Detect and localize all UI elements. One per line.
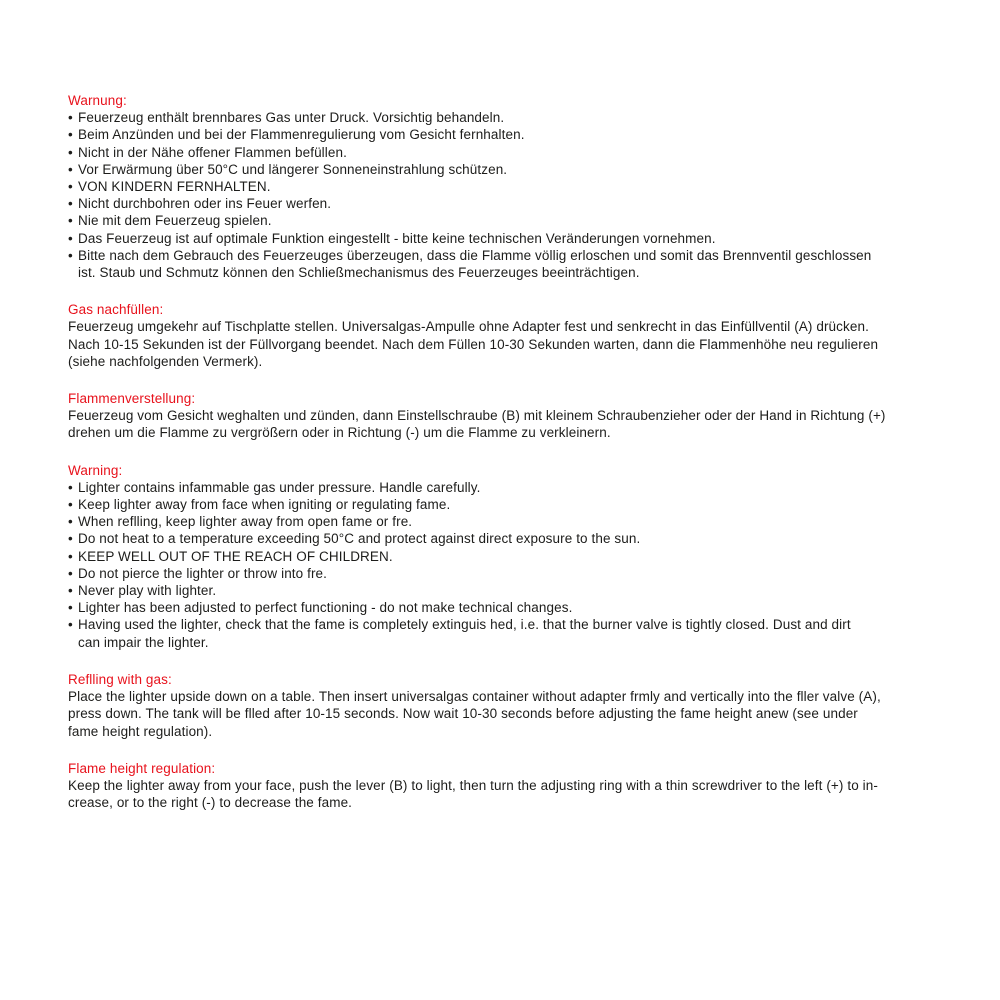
bullet-line (68, 599, 940, 616)
line-text: KEEP WELL OUT OF THE REACH OF CHILDREN. (78, 548, 393, 564)
paragraph-line (68, 688, 940, 705)
bullet-marker: • (68, 127, 73, 143)
line-text: Do not heat to a temperature exceeding 50°C and protect against direct exposure to the sun. (78, 531, 641, 547)
bullet-marker: • (68, 531, 73, 547)
line-text: Having used the lighter, check that the fame is completely extinguis hed, i.e. that the burner valve is tightly closed. Dust and dirt (78, 617, 851, 633)
bullet-marker: • (68, 144, 73, 160)
section-warnung-de (68, 92, 940, 281)
bullet-line (68, 548, 940, 565)
bullet-marker: • (68, 600, 73, 616)
bullet-line (68, 230, 940, 247)
paragraph-line (68, 336, 940, 353)
line-text: Place the lighter upside down on a table. Then insert universalgas container without adapter frmly and vertically into the fller valve (A), (68, 689, 881, 705)
line-text: Lighter contains infammable gas under pressure. Handle carefully. (78, 479, 481, 495)
paragraph-line (68, 353, 940, 370)
line-text: When reflling, keep lighter away from open fame or fre. (78, 514, 413, 530)
line-text: can impair the lighter. (78, 634, 209, 650)
bullet-marker: • (68, 196, 73, 212)
paragraph-line (68, 318, 940, 335)
continuation-line (68, 264, 940, 281)
line-text: Never play with lighter. (78, 583, 217, 599)
line-text: Nicht in der Nähe offener Flammen befüllen. (78, 144, 347, 160)
bullet-line (68, 565, 940, 582)
line-text: VON KINDERN FERNHALTEN. (78, 179, 271, 195)
line-text: press down. The tank will be flled after 10-15 seconds. Now wait 10-30 seconds before adjusting the fame height anew (see under (68, 706, 858, 722)
line-text: Das Feuerzeug ist auf optimale Funktion eingestellt - bitte keine technischen Veränderungen vornehmen. (78, 230, 716, 246)
section-gas-nachfuellen-de (68, 301, 940, 370)
section-flammenverstellung-de (68, 390, 940, 442)
section-refilling-en (68, 671, 940, 740)
section-warning-en (68, 462, 940, 651)
bullet-marker: • (68, 548, 73, 564)
bullet-line (68, 479, 940, 496)
bullet-line (68, 530, 940, 547)
line-text: Nach 10-15 Sekunden ist der Füllvorgang beendet. Nach dem Füllen 10-30 Sekunden warten, dann die Flammenhöhe neu regulieren (68, 336, 879, 352)
bullet-line (68, 109, 940, 126)
line-text: Nicht durchbohren oder ins Feuer werfen. (78, 196, 332, 212)
line-text: Do not pierce the lighter or throw into fre. (78, 565, 328, 581)
section-flame-height-en (68, 760, 940, 812)
sections (68, 92, 940, 811)
bullet-marker: • (68, 617, 73, 633)
bullet-marker: • (68, 230, 73, 246)
bullet-marker: • (68, 583, 73, 599)
line-text: Vor Erwärmung über 50°C und längerer Sonneneinstrahlung schützen. (78, 161, 508, 177)
bullet-line (68, 161, 940, 178)
line-text: Keep the lighter away from your face, push the lever (B) to light, then turn the adjusting ring with a thin screwdriver to the left (+) to in- (68, 777, 878, 793)
bullet-marker: • (68, 565, 73, 581)
line-text: fame height regulation). (68, 723, 213, 739)
section-heading: Flame height regulation: (68, 760, 216, 776)
line-text: Lighter has been adjusted to perfect functioning - do not make technical changes. (78, 600, 573, 616)
bullet-marker: • (68, 161, 73, 177)
section-heading: Gas nachfüllen: (68, 302, 164, 318)
paragraph-line (68, 794, 940, 811)
paragraph-line (68, 723, 940, 740)
line-text: Keep lighter away from face when igniting or regulating fame. (78, 497, 451, 513)
line-text: Bitte nach dem Gebrauch des Feuerzeuges überzeugen, dass die Flamme völlig erloschen und somit das Brennventil geschlossen (78, 247, 872, 263)
line-text: (siehe nachfolgenden Vermerk). (68, 353, 263, 369)
paragraph-line (68, 777, 940, 794)
section-heading: Warnung: (68, 93, 127, 108)
line-text: Feuerzeug enthält brennbares Gas unter Druck. Vorsichtig behandeln. (78, 110, 505, 126)
line-text: Feuerzeug vom Gesicht weghalten und zünden, dann Einstellschraube (B) mit kleinem Schraubenzieher oder der Hand in Richtung (+) (68, 408, 886, 424)
bullet-marker: • (68, 179, 73, 195)
bullet-line (68, 513, 940, 530)
bullet-line (68, 126, 940, 143)
paragraph-line (68, 407, 940, 424)
line-text: Feuerzeug umgekehr auf Tischplatte stellen. Universalgas-Ampulle ohne Adapter fest und senkrecht in das Einfüllventil (A) drücken. (68, 319, 869, 335)
line-text: crease, or to the right (-) to decrease the fame. (68, 795, 353, 811)
bullet-marker: • (68, 110, 73, 126)
bullet-line (68, 582, 940, 599)
bullet-line (68, 496, 940, 513)
bullet-line (68, 616, 940, 633)
line-text: Nie mit dem Feuerzeug spielen. (78, 213, 272, 229)
continuation-line (68, 634, 940, 651)
bullet-line (68, 247, 940, 264)
line-text: Beim Anzünden und bei der Flammenregulierung vom Gesicht fernhalten. (78, 127, 525, 143)
bullet-marker: • (68, 514, 73, 530)
bullet-marker: • (68, 213, 73, 229)
paragraph-line (68, 705, 940, 722)
bullet-marker: • (68, 479, 73, 495)
bullet-line (68, 195, 940, 212)
section-heading: Warning: (68, 462, 123, 478)
line-text: drehen um die Flamme zu vergrößern oder in Richtung (-) um die Flamme zu verkleinern. (68, 425, 611, 441)
bullet-marker: • (68, 247, 73, 263)
paragraph-line (68, 424, 940, 441)
bullet-line (68, 212, 940, 229)
bullet-marker: • (68, 497, 73, 513)
section-heading: Flammenverstellung: (68, 391, 196, 407)
bullet-line (68, 144, 940, 161)
line-text: ist. Staub und Schmutz können den Schließmechanismus des Feuerzeuges beeinträchtigen. (78, 265, 640, 281)
section-heading: Reflling with gas: (68, 671, 172, 687)
bullet-line (68, 178, 940, 195)
